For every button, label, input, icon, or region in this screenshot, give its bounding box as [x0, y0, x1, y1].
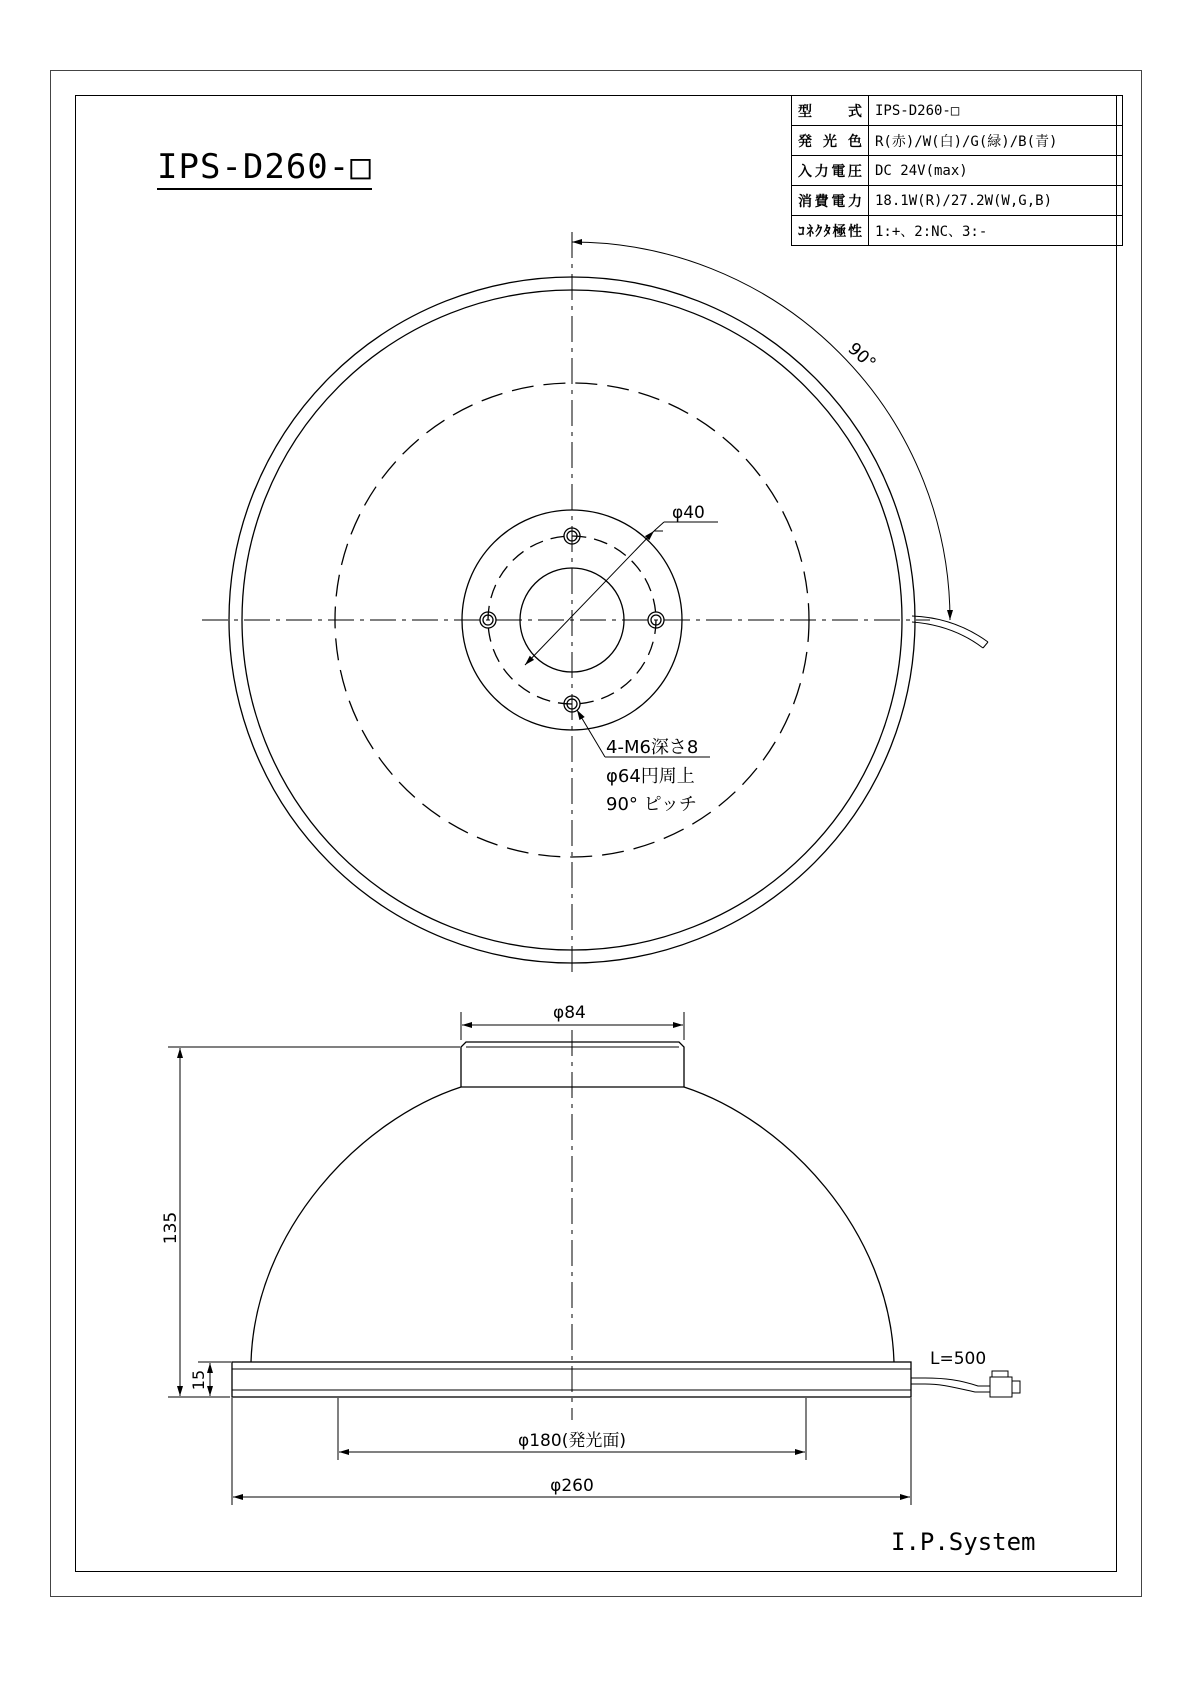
spec-value: DC 24V(max)	[869, 156, 1123, 186]
side-view	[161, 1003, 1020, 1505]
angle-label: 90°	[843, 338, 880, 374]
angle-arc-dimension	[572, 242, 950, 620]
spec-value: 18.1W(R)/27.2W(W,G,B)	[869, 186, 1123, 216]
hole-note-line-1: 4-M6深さ8	[606, 737, 699, 758]
top-view	[202, 232, 988, 975]
spec-key: ｺﾈｸﾀ極性	[792, 216, 869, 246]
outer-dia-label: φ260	[550, 1476, 594, 1496]
spec-value: R(赤)/W(白)/G(緑)/B(青)	[869, 126, 1123, 156]
hole-note-line-3: 90° ピッチ	[606, 794, 697, 815]
dome-right-curve	[684, 1087, 894, 1362]
top-dia-label: φ84	[553, 1003, 586, 1023]
hole-note-leader	[577, 710, 605, 757]
spec-key: 型 式	[792, 96, 869, 126]
cable-length-label: L=500	[930, 1349, 987, 1369]
cable-top-view	[912, 616, 988, 648]
center-hole-dim-line	[525, 531, 654, 665]
spec-key: 消費電力	[792, 186, 869, 216]
drawing-title: IPS-D260-□	[157, 148, 372, 190]
hole-note-line-2: φ64円周上	[606, 766, 695, 787]
emit-dia-label: φ180(発光面)	[518, 1431, 626, 1451]
cable-connector	[911, 1371, 1020, 1397]
spec-value: 1:+、2:NC、3:-	[869, 216, 1123, 246]
spec-value: IPS-D260-□	[869, 96, 1123, 126]
brand-label: I.P.System	[891, 1528, 1036, 1556]
base-height-label: 15	[189, 1369, 208, 1391]
spec-key: 入力電圧	[792, 156, 869, 186]
dome-left-curve	[251, 1087, 461, 1362]
spec-key: 発 光 色	[792, 126, 869, 156]
height-label: 135	[161, 1211, 181, 1245]
center-hole-dim-label: φ40	[672, 503, 705, 523]
